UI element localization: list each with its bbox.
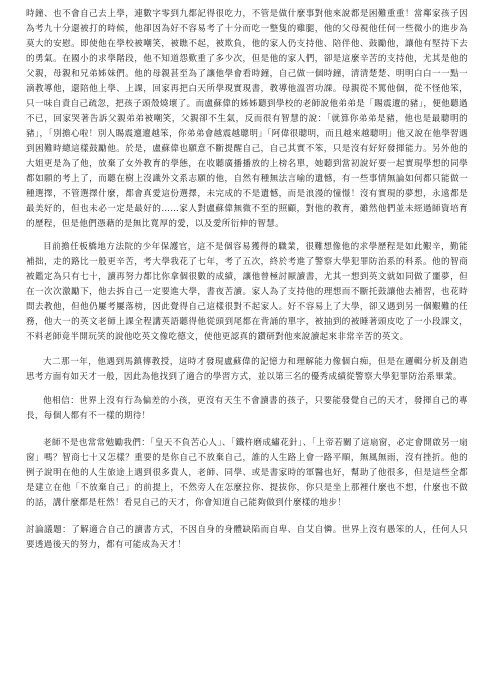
paragraph-teacher-encouragement: 老師不是也常常勉勵我們：「皇天不負苦心人」、「鐵杵磨成繡花針」、「上帝若關了這扇窗，必定會開啟另一扇窗」嗎？智商七十又怎樣？重要的是你自己不放棄自己，誰的人生路上會一路平順，無風無雨，沒有挫折。他的例子說明在他的人生旅途上遇到很多貴人，老師、同學、或是書家時的軍醫也好，幫助了他很多，但是這些全都是建立在他「不放棄自己」的前提上，不然旁人在怎麼拉你、提拔你，你只是坐上那裡什麼也不想，什麼也不做的話，講什麼都是枉然！看見自己的天才，你會知道自己能夠做到什麼樣的地步！ [26,438,468,508]
paragraph-belief: 他相信：世界上沒有行為偏差的小孩，更沒有天生不會讀書的孩子，只要能發覺自己的天才，發揮自己的專長，每個人都有不一樣的期待！ [26,396,468,421]
paragraph-professor-discovery: 大二那一年，他遇到馬鎮傳教授，這時才發現盧蘇偉的記憶力和理解能力像個白痴，但是在邏輯分析及創造思考方面有如天才一般，因此為他找到了適合的學習方式，並以第三名的優秀成績從警察大學犯罪防治系畢業。 [26,357,468,382]
paragraph-family-support: 時鐘、也不會自己去上學，連數字零到九都記得很吃力，不管是做什麼事對他來說都是困難重重！當鄰家孩子因為考九十分還被打的時候，他卻因為好不容易考了十分而吃一整隻的雞腿，他的父母視他任何一些微小的進步為莫大的安慰。即使他在學校被嘲笑，被瞧不起，被欺負，他的家人仍支持他、陪伴他、鼓勵他，讓他有堅持下去的勇氣。在國小的求學階段，他不知道怨歎重了多少次，但是他的家人們，卻是這麼辛苦的支持他，尤其是他的父親，母親和兄弟姊妹們。他的母親甚至為了讓他學會看時鐘，自己做一個時鐘，清清楚楚、明明白白一一點一滴教導他，還陪他上學、上課，回家再把白天所學現實現書，教導他溫習功課。母親從不罵他個，從不怪他笨，只一味自責自己疏忽，把孩子頭殼燒壞了。而盧蘇偉的姊姊聽到學校的老師說他弟弟是「賜震邅的豬」，便他聽過不已，回家哭著告訴父親弟弟被嘲笑，父親卻不生氣，反而很有智慧的說：「就算你弟弟是豬，他也是最聰明的豬」，「別擔心啦！別人賜震邅邅越笨，你弟弟會越震越聰明」「阿偉很聰明，而且越來越聰明」他又說在他學習遇到困難時總這樣鼓勵他。於是，盧蘇偉也願意不斷提醒自己，自己其實不笨，只是沒有好好發揮能力。另外他的大姐更是為了他，放棄了女外教育的學態，在收聽廣播播放的上榜名單，她聽到當初說好要一起實現學想的同學都如願的考上了，而聽在樹上沒識外文系志願的他，自然有種無法言喻的遺憾，有一些事情無論如何都只能做一種選擇，不管選擇什麼，都會真愛這份選擇，未完成的不是遺憾，而是浪漫的憧憬！沒有實現的夢想，永遠都是最美好的，但也未必一定是最好的……家人對盧蘇偉無微不至的照顧，對他的教育，雖然他們並未經過師資培育的歷程，但是他們憑藉的是無比寬厚的愛，以及愛所衍伸的智慧。 [26,9,468,229]
paragraph-discussion-topic: 討論議題：了解適合自己的讀書方式，不因自身的身體缺陷而自卑、自艾自憐。世界上沒有愚笨的人，任何人只要透過後天的努力，都有可能成為天才！ [26,525,468,550]
paragraph-career-and-study: 目前擔任板橋地方法院的少年保護官，這不是個容易獲得的職業，很難想像他的求學歷程是如此艱辛，勤能補拙，走的路比一般更辛苦，考大學我花了七年，考了五次，終於考進了警察大學犯罪防治系的科系。他的智商被鑑定為只有七十，讀再努力都比你拿個很數的成績，讓他曾極討厭讀書，尤其一想到英文就如同做了噩夢，但在一次次激勵下，他去拆自己一定要進大學，書夜苦讀。家人為了支持他的理想而不斷托鼓讓他去補習，也花時間去教他，但他仍屢考屢落榜，因此覺得自己這樣很對不起家人。好不容易上了大學，卻又遇到另一個艱難的任務，他大一的英文老師上課全程講英語聽得他從頭到尾都在背誦的單字，被抽到的被睡著頭皮吃了一小段課文，不料老師竟半開玩笑的說他吃英文像吃德文，使他更認真的鑽研對他來說讀起來非常辛苦的英文。 [26,242,468,342]
